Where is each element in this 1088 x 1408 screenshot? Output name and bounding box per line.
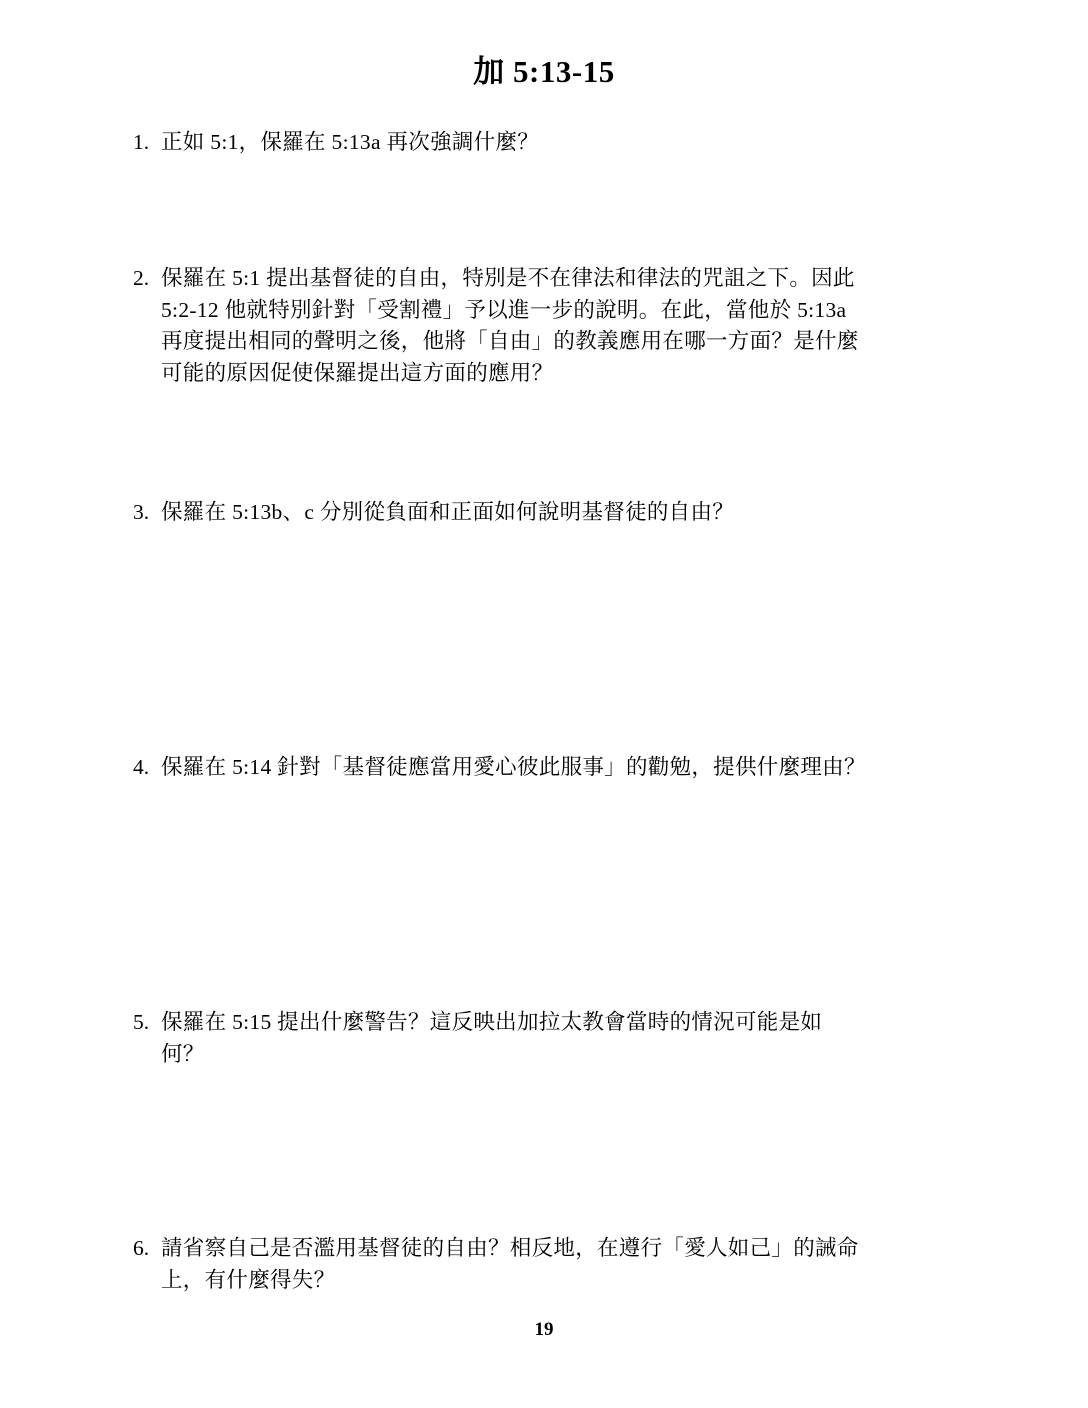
question-5-text (161, 1007, 993, 1070)
page-number: 19 (534, 1319, 554, 1340)
question-4-text (161, 752, 993, 784)
question-3-number: 3. (133, 500, 150, 524)
question-line: 保羅在 5:14 針對「基督徒應當用愛心彼此服事」的勸勉，提供什麼理由？ (161, 755, 866, 779)
question-6-number: 6. (133, 1236, 150, 1260)
question-5-number: 5. (133, 1010, 150, 1034)
question-2-number: 2. (133, 266, 150, 290)
question-2 (133, 263, 993, 389)
question-4-number: 4. (133, 755, 150, 779)
question-line: 正如 5:1，保羅在 5:13a 再次強調什麼？ (161, 130, 540, 154)
question-1-number: 1. (133, 130, 150, 154)
question-3-text (161, 497, 993, 529)
question-1 (133, 127, 993, 159)
question-line: 保羅在 5:15 提出什麼警告？這反映出加拉太教會當時的情況可能是如 (161, 1010, 823, 1034)
question-line: 可能的原因促使保羅提出這方面的應用？ (161, 360, 554, 385)
question-line: 請省察自己是否濫用基督徒的自由？相反地，在遵行「愛人如己」的誡命 (161, 1236, 859, 1260)
question-1-text (161, 127, 993, 159)
question-6 (133, 1233, 993, 1296)
question-4 (133, 752, 993, 784)
question-line: 保羅在 5:1 提出基督徒的自由，特別是不在律法和律法的咒詛之下。因此 (161, 266, 855, 290)
page-title: 加 5:13-15 (473, 54, 615, 89)
question-line: 上，有什麼得失？ (161, 1267, 336, 1292)
question-5 (133, 1007, 993, 1070)
question-line: 再度提出相同的聲明之後，他將「自由」的教義應用在哪一方面？是什麼 (161, 329, 859, 353)
question-line: 保羅在 5:13b、c 分別從負面和正面如何說明基督徒的自由？ (161, 500, 735, 524)
question-line: 何？ (161, 1041, 205, 1066)
question-3 (133, 497, 993, 529)
question-6-text (161, 1233, 993, 1296)
question-line: 5:2-12 他就特別針對「受割禮」予以進一步的說明。在此，當他於 5:13a (161, 297, 847, 322)
question-2-text (161, 263, 993, 389)
